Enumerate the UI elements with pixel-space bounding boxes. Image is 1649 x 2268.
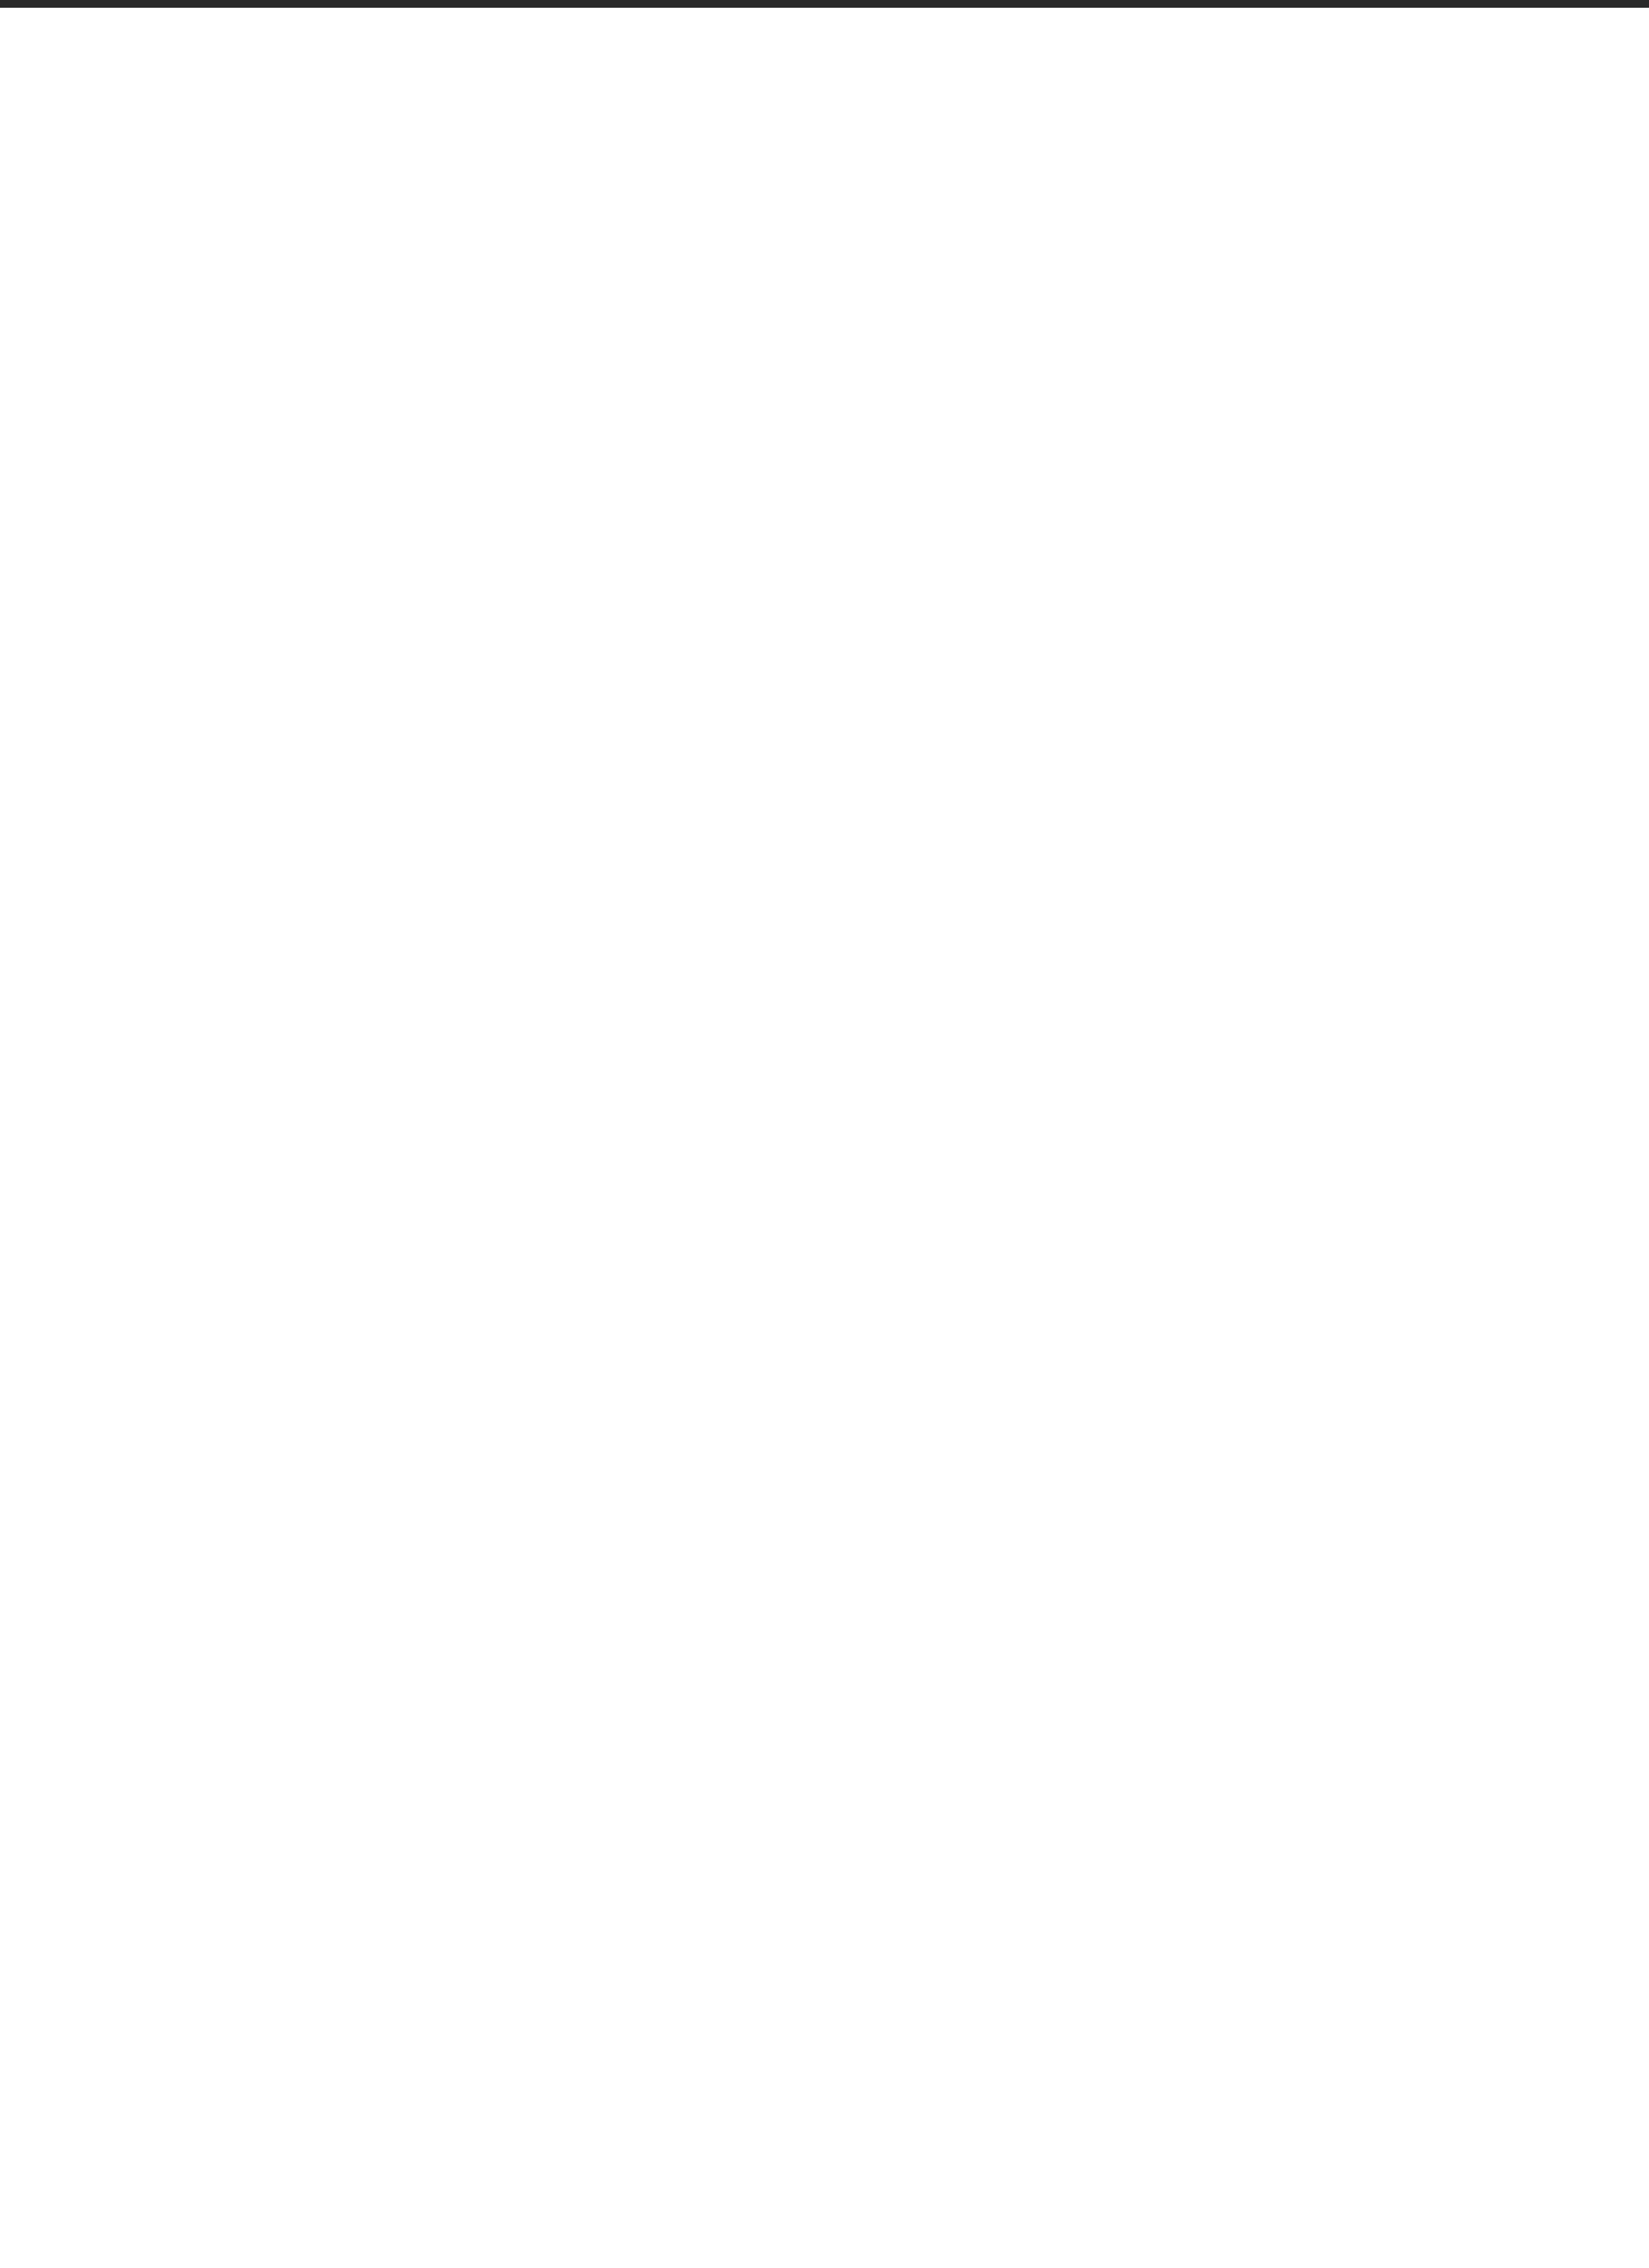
scan-edge bbox=[0, 0, 1649, 8]
